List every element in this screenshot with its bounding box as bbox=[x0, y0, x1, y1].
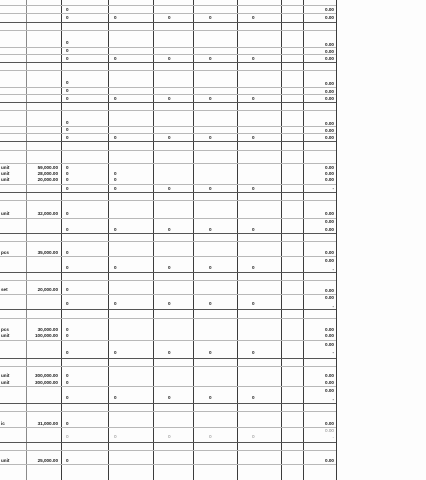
subtotal-cell: 0 bbox=[252, 186, 255, 191]
subtotal-cell: 0 bbox=[114, 135, 117, 140]
total-cell: 0.00 bbox=[325, 250, 334, 255]
subtotal-dash: - bbox=[332, 304, 334, 309]
qty-cell: 0 bbox=[66, 40, 69, 45]
subtotal-cell: 0 bbox=[114, 227, 117, 232]
subtotal-cell: 0 bbox=[168, 15, 171, 20]
qty-cell: 0 bbox=[66, 80, 69, 85]
unit-cell: pcs bbox=[1, 327, 9, 332]
subtotal-cell: 0 bbox=[209, 434, 212, 439]
qty-cell: 0 bbox=[66, 327, 69, 332]
subtotal-cell: 0 bbox=[252, 56, 255, 61]
subtotal-cell: 0 bbox=[168, 227, 171, 232]
price-cell: 35,000.00 bbox=[37, 250, 58, 255]
subtotal-cell: 0 bbox=[209, 15, 212, 20]
column-divider bbox=[336, 0, 337, 480]
subtotal-cell: 0 bbox=[209, 265, 212, 270]
total-cell: 0.00 bbox=[325, 373, 334, 378]
total-cell: 0.00 bbox=[325, 49, 334, 54]
subtotal-cell: 0 bbox=[252, 395, 255, 400]
value-cell: 0 bbox=[114, 177, 117, 182]
column-divider bbox=[303, 0, 304, 480]
price-cell: 30,000.00 bbox=[37, 327, 58, 332]
subtotal-cell: 0 bbox=[209, 56, 212, 61]
column-divider bbox=[26, 0, 27, 480]
unit-cell: set bbox=[1, 287, 8, 292]
qty-cell: 0 bbox=[66, 287, 69, 292]
total-cell: 0.00 bbox=[325, 165, 334, 170]
subtotal-cell: 0 bbox=[252, 227, 255, 232]
price-cell: 32,000.00 bbox=[37, 211, 58, 216]
total-cell: 0.00 bbox=[325, 421, 334, 426]
price-cell: 100,000.00 bbox=[35, 333, 58, 338]
qty-cell: 0 bbox=[66, 458, 69, 463]
total-cell: 0.00 bbox=[325, 96, 334, 101]
unit-cell: unit bbox=[1, 171, 10, 176]
total-cell: 0.00 bbox=[325, 81, 334, 86]
qty-cell: 0 bbox=[66, 127, 69, 132]
total-cell: 0.00 bbox=[325, 388, 334, 393]
subtotal-cell: 0 bbox=[168, 350, 171, 355]
price-cell: 31,000.00 bbox=[37, 421, 58, 426]
subtotal-cell: 0 bbox=[209, 395, 212, 400]
subtotal-qty: 0 bbox=[66, 350, 69, 355]
qty-cell: 0 bbox=[66, 48, 69, 53]
subtotal-cell: 0 bbox=[114, 301, 117, 306]
column-divider bbox=[281, 0, 282, 480]
subtotal-cell: 0 bbox=[114, 186, 117, 191]
subtotal-cell: 0 bbox=[209, 227, 212, 232]
total-cell: 0.00 bbox=[325, 342, 334, 347]
qty-cell: 0 bbox=[66, 88, 69, 93]
qty-cell: 0 bbox=[66, 250, 69, 255]
subtotal-cell: 0 bbox=[168, 301, 171, 306]
qty-cell: 0 bbox=[66, 120, 69, 125]
total-cell: 0.00 bbox=[325, 295, 334, 300]
subtotal-cell: 0 bbox=[168, 434, 171, 439]
subtotal-cell: 0 bbox=[168, 265, 171, 270]
price-cell: 59,000.00 bbox=[37, 165, 58, 170]
unit-cell: pcs bbox=[1, 250, 9, 255]
subtotal-dash: - bbox=[332, 397, 334, 402]
unit-cell: unit bbox=[1, 333, 10, 338]
total-cell: 0.00 bbox=[325, 211, 334, 216]
total-cell: 0.00 bbox=[325, 89, 334, 94]
subtotal-dash: - bbox=[332, 350, 334, 355]
price-cell: 20,000.00 bbox=[37, 287, 58, 292]
value-cell: 0 bbox=[114, 171, 117, 176]
qty-cell: 0 bbox=[66, 211, 69, 216]
total-cell: 0.00 bbox=[325, 42, 334, 47]
subtotal-cell: 0 bbox=[168, 186, 171, 191]
qty-cell: 0 bbox=[66, 165, 69, 170]
subtotal-cell: 0 bbox=[209, 135, 212, 140]
column-divider bbox=[153, 0, 154, 480]
subtotal-qty: 0 bbox=[66, 434, 69, 439]
subtotal-cell: 0 bbox=[252, 135, 255, 140]
total-cell: 0.00 bbox=[325, 56, 334, 61]
unit-cell: unit bbox=[1, 458, 10, 463]
total-cell: 0.00 bbox=[325, 327, 334, 332]
qty-cell: 0 bbox=[66, 421, 69, 426]
qty-cell: 0 bbox=[66, 380, 69, 385]
subtotal-cell: 0 bbox=[114, 395, 117, 400]
subtotal-cell: 0 bbox=[252, 434, 255, 439]
qty-cell: 0 bbox=[66, 177, 69, 182]
subtotal-cell: 0 bbox=[168, 96, 171, 101]
unit-cell: ic bbox=[1, 421, 5, 426]
unit-cell: unit bbox=[1, 373, 10, 378]
price-cell: 28,000.00 bbox=[37, 171, 58, 176]
subtotal-cell: 0 bbox=[114, 350, 117, 355]
subtotal-dash: - bbox=[332, 267, 334, 272]
price-cell: 20,000.00 bbox=[37, 177, 58, 182]
price-cell: 300,000.00 bbox=[35, 373, 58, 378]
subtotal-qty: 0 bbox=[66, 15, 69, 20]
column-divider bbox=[61, 0, 62, 480]
unit-cell: unit bbox=[1, 380, 10, 385]
subtotal-qty: 0 bbox=[66, 301, 69, 306]
subtotal-cell: 0 bbox=[209, 301, 212, 306]
total-cell: 0.00 bbox=[325, 458, 334, 463]
price-cell: 25,000.00 bbox=[37, 458, 58, 463]
total-cell: 0.00 bbox=[325, 333, 334, 338]
qty-cell: 0 bbox=[66, 7, 69, 12]
subtotal-cell: 0 bbox=[114, 56, 117, 61]
unit-cell: unit bbox=[1, 211, 10, 216]
total-cell: 0.00 bbox=[325, 227, 334, 232]
subtotal-dash: - bbox=[332, 435, 334, 440]
subtotal-cell: 0 bbox=[252, 96, 255, 101]
subtotal-cell: 0 bbox=[209, 96, 212, 101]
total-cell: 0.00 bbox=[325, 121, 334, 126]
subtotal-qty: 0 bbox=[66, 265, 69, 270]
total-cell: 0.00 bbox=[325, 128, 334, 133]
total-cell: 0.00 bbox=[325, 177, 334, 182]
subtotal-cell: 0 bbox=[252, 301, 255, 306]
total-cell: 0.00 bbox=[325, 15, 334, 20]
subtotal-qty: 0 bbox=[66, 227, 69, 232]
total-cell: 0.00 bbox=[325, 171, 334, 176]
price-cell: 300,000.00 bbox=[35, 380, 58, 385]
total-cell: 0.00 bbox=[325, 428, 334, 433]
column-divider bbox=[193, 0, 194, 480]
subtotal-qty: 0 bbox=[66, 135, 69, 140]
unit-cell: unit bbox=[1, 165, 10, 170]
subtotal-cell: 0 bbox=[114, 434, 117, 439]
subtotal-cell: 0 bbox=[168, 56, 171, 61]
subtotal-cell: 0 bbox=[114, 265, 117, 270]
subtotal-cell: 0 bbox=[209, 186, 212, 191]
qty-cell: 0 bbox=[66, 373, 69, 378]
subtotal-cell: 0 bbox=[252, 15, 255, 20]
total-cell: 0.00 bbox=[325, 7, 334, 12]
subtotal-cell: 0 bbox=[168, 395, 171, 400]
subtotal-qty: 0 bbox=[66, 186, 69, 191]
total-cell: 0.00 bbox=[325, 135, 334, 140]
subtotal-qty: 0 bbox=[66, 96, 69, 101]
subtotal-cell: 0 bbox=[209, 350, 212, 355]
column-divider bbox=[108, 0, 109, 480]
subtotal-cell: 0 bbox=[252, 265, 255, 270]
subtotal-cell: 0 bbox=[252, 350, 255, 355]
subtotal-qty: 0 bbox=[66, 56, 69, 61]
subtotal-cell: 0 bbox=[168, 135, 171, 140]
subtotal-cell: 0 bbox=[114, 15, 117, 20]
subtotal-qty: 0 bbox=[66, 395, 69, 400]
total-cell: 0.00 bbox=[325, 258, 334, 263]
total-cell: 0.00 bbox=[325, 288, 334, 293]
unit-cell: unit bbox=[1, 177, 10, 182]
column-divider bbox=[237, 0, 238, 480]
qty-cell: 0 bbox=[66, 333, 69, 338]
qty-cell: 0 bbox=[66, 171, 69, 176]
subtotal-cell: 0 bbox=[114, 96, 117, 101]
total-cell: 0.00 bbox=[325, 219, 334, 224]
subtotal-dash: - bbox=[332, 186, 334, 191]
total-cell: 0.00 bbox=[325, 380, 334, 385]
